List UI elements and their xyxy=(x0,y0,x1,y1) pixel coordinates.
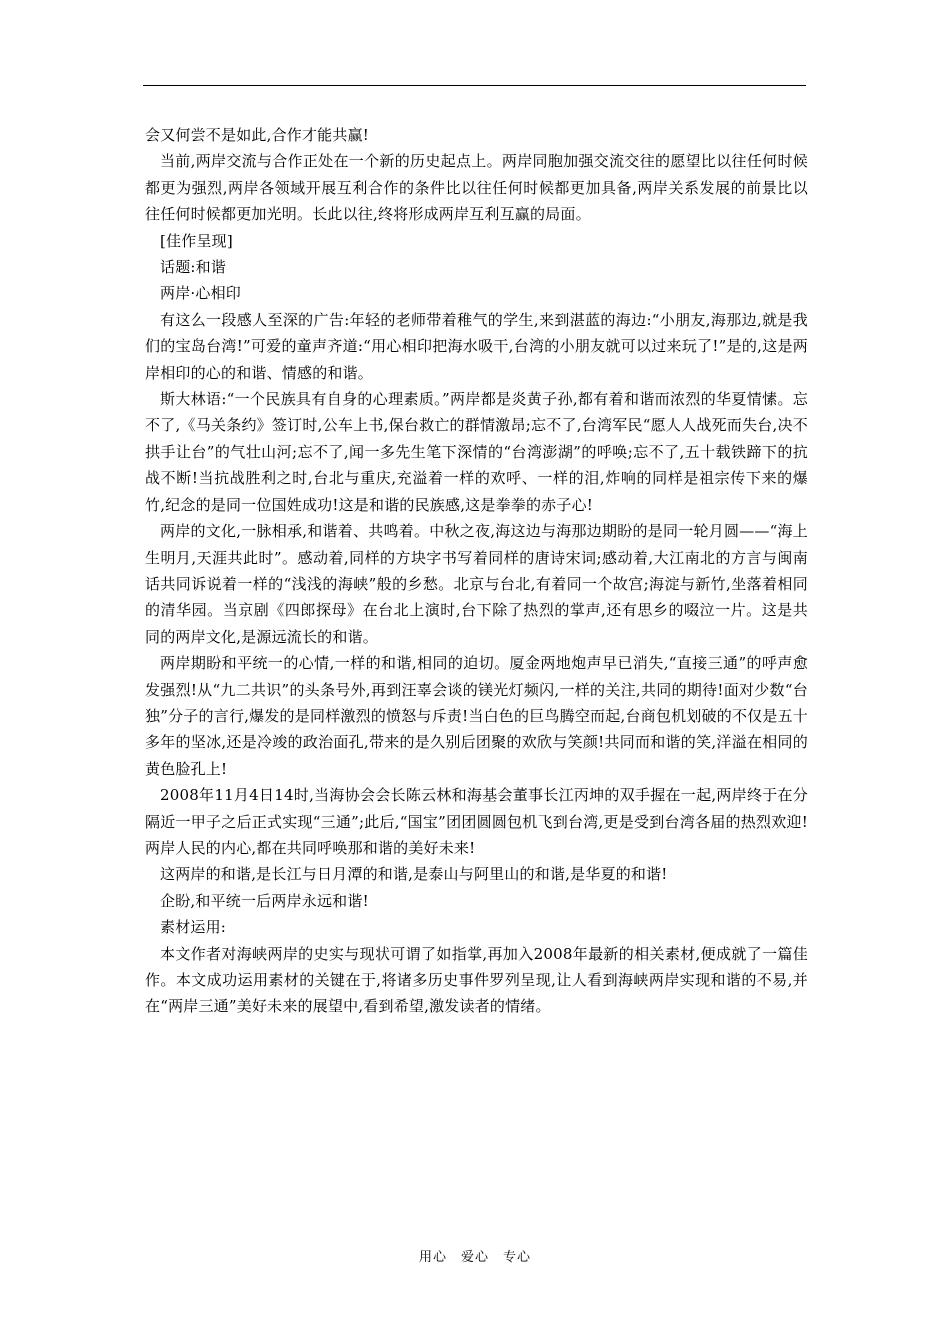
paragraph: 有这么一段感人至深的广告:年轻的老师带着稚气的学生,来到湛蓝的海边:“小朋友,海那边,就是我们的宝岛台湾!”可爱的童声齐道:“用心相印把海水吸干,台湾的小朋友就可以过来玩了!”是的,这是两岸相印的心的和谐、情感的和谐。 xyxy=(145,310,808,382)
paragraph: 斯大林语:“一个民族具有自身的心理素质。”两岸都是炎黄子孙,都有着和谐而浓烈的华夏情愫。忘不了,《马关条约》签订时,公车上书,保台救亡的群情激昂;忘不了,台湾军民“愿人人战死而失台,决不拱手让台”的气壮山河;忘不了,闻一多先生笔下深情的“台湾澎湖”的呼唤;忘不了,五十载铁蹄下的抗战不断!当抗战胜利之时,台北与重庆,充溢着一样的欢呼、一样的泪,炸响的同样是祖宗传下来的爆竹,纪念的是同一位国姓成功!这是和谐的民族感,这是拳拳的赤子心! xyxy=(145,390,808,514)
document-body xyxy=(145,122,808,1020)
paragraph: 当前,两岸交流与合作正处在一个新的历史起点上。两岸同胞加强交流交往的愿望比以往任何时候都更为强烈,两岸各领域开展互利合作的条件比以往任何时候都更加具备,两岸关系发展的前景比以往任何时候都更加光明。长此以往,终将形成两岸互利互赢的局面。 xyxy=(145,152,808,224)
paragraph: 两岸期盼和平统一的心情,一样的和谐,相同的迫切。厦金两地炮声早已消失,“直接三通”的呼声愈发强烈!从“九二共识”的头条号外,再到汪辜会谈的镁光灯频闪,一样的关注,共同的期待!面对少数“台独”分子的言行,爆发的是同样激烈的愤怒与斥责!当白色的巨鸟腾空而起,台商包机划破的不仅是五十多年的坚冰,还是冷竣的政治面孔,带来的是久别后团聚的欢欣与笑颜!共同而和谐的笑,洋溢在相同的黄色脸孔上! xyxy=(145,654,808,778)
page-footer: 用心 爱心 专心 xyxy=(418,1250,531,1265)
paragraph: 会又何尝不是如此,合作才能共赢! xyxy=(145,126,369,144)
paragraph: 企盼,和平统一后两岸永远和谐! xyxy=(160,891,369,910)
paragraph: 本文作者对海峡两岸的史实与现状可谓了如指掌,再加入2008年最新的相关素材,便成就了一篇佳作。本文成功运用素材的关键在于,将诸多历史事件罗列呈现,让人看到海峡两岸实现和谐的不易,并在“两岸三通”美好未来的展望中,看到希望,激发读者的情绪。 xyxy=(145,944,808,1016)
section-label: [佳作呈现] xyxy=(160,231,233,250)
paragraph: 2008年11月4日14时,当海协会会长陈云林和海基会董事长江丙坤的双手握在一起,两岸终于在分隔近一甲子之后正式实现“三通”;此后,“国宝”团团圆圆包机飞到台湾,更是受到台湾各届的热烈欢迎!两岸人民的内心,都在共同呼唤那和谐的美好未来! xyxy=(145,786,808,857)
section-label: 素材运用: xyxy=(160,918,227,937)
topic-line: 话题:和谐 xyxy=(160,258,227,277)
essay-title: 两岸·心相印 xyxy=(160,284,241,303)
paragraph: 这两岸的和谐,是长江与日月潭的和谐,是泰山与阿里山的和谐,是华夏的和谐! xyxy=(160,865,668,884)
paragraph: 两岸的文化,一脉相承,和谐着、共鸣着。中秋之夜,海这边与海那边期盼的是同一轮月圆——“海上生明月,天涯共此时”。感动着,同样的方块字书写着同样的唐诗宋词;感动着,大江南北的方言与闽南话共同诉说着一样的“浅浅的海峡”般的乡愁。北京与台北,有着同一个故宫;海淀与新竹,坐落着相同的清华园。当京剧《四郎探母》在台北上演时,台下除了热烈的掌声,还有思乡的啜泣一片。这是共同的两岸文化,是源远流长的和谐。 xyxy=(145,522,808,646)
header-rule xyxy=(143,85,806,86)
